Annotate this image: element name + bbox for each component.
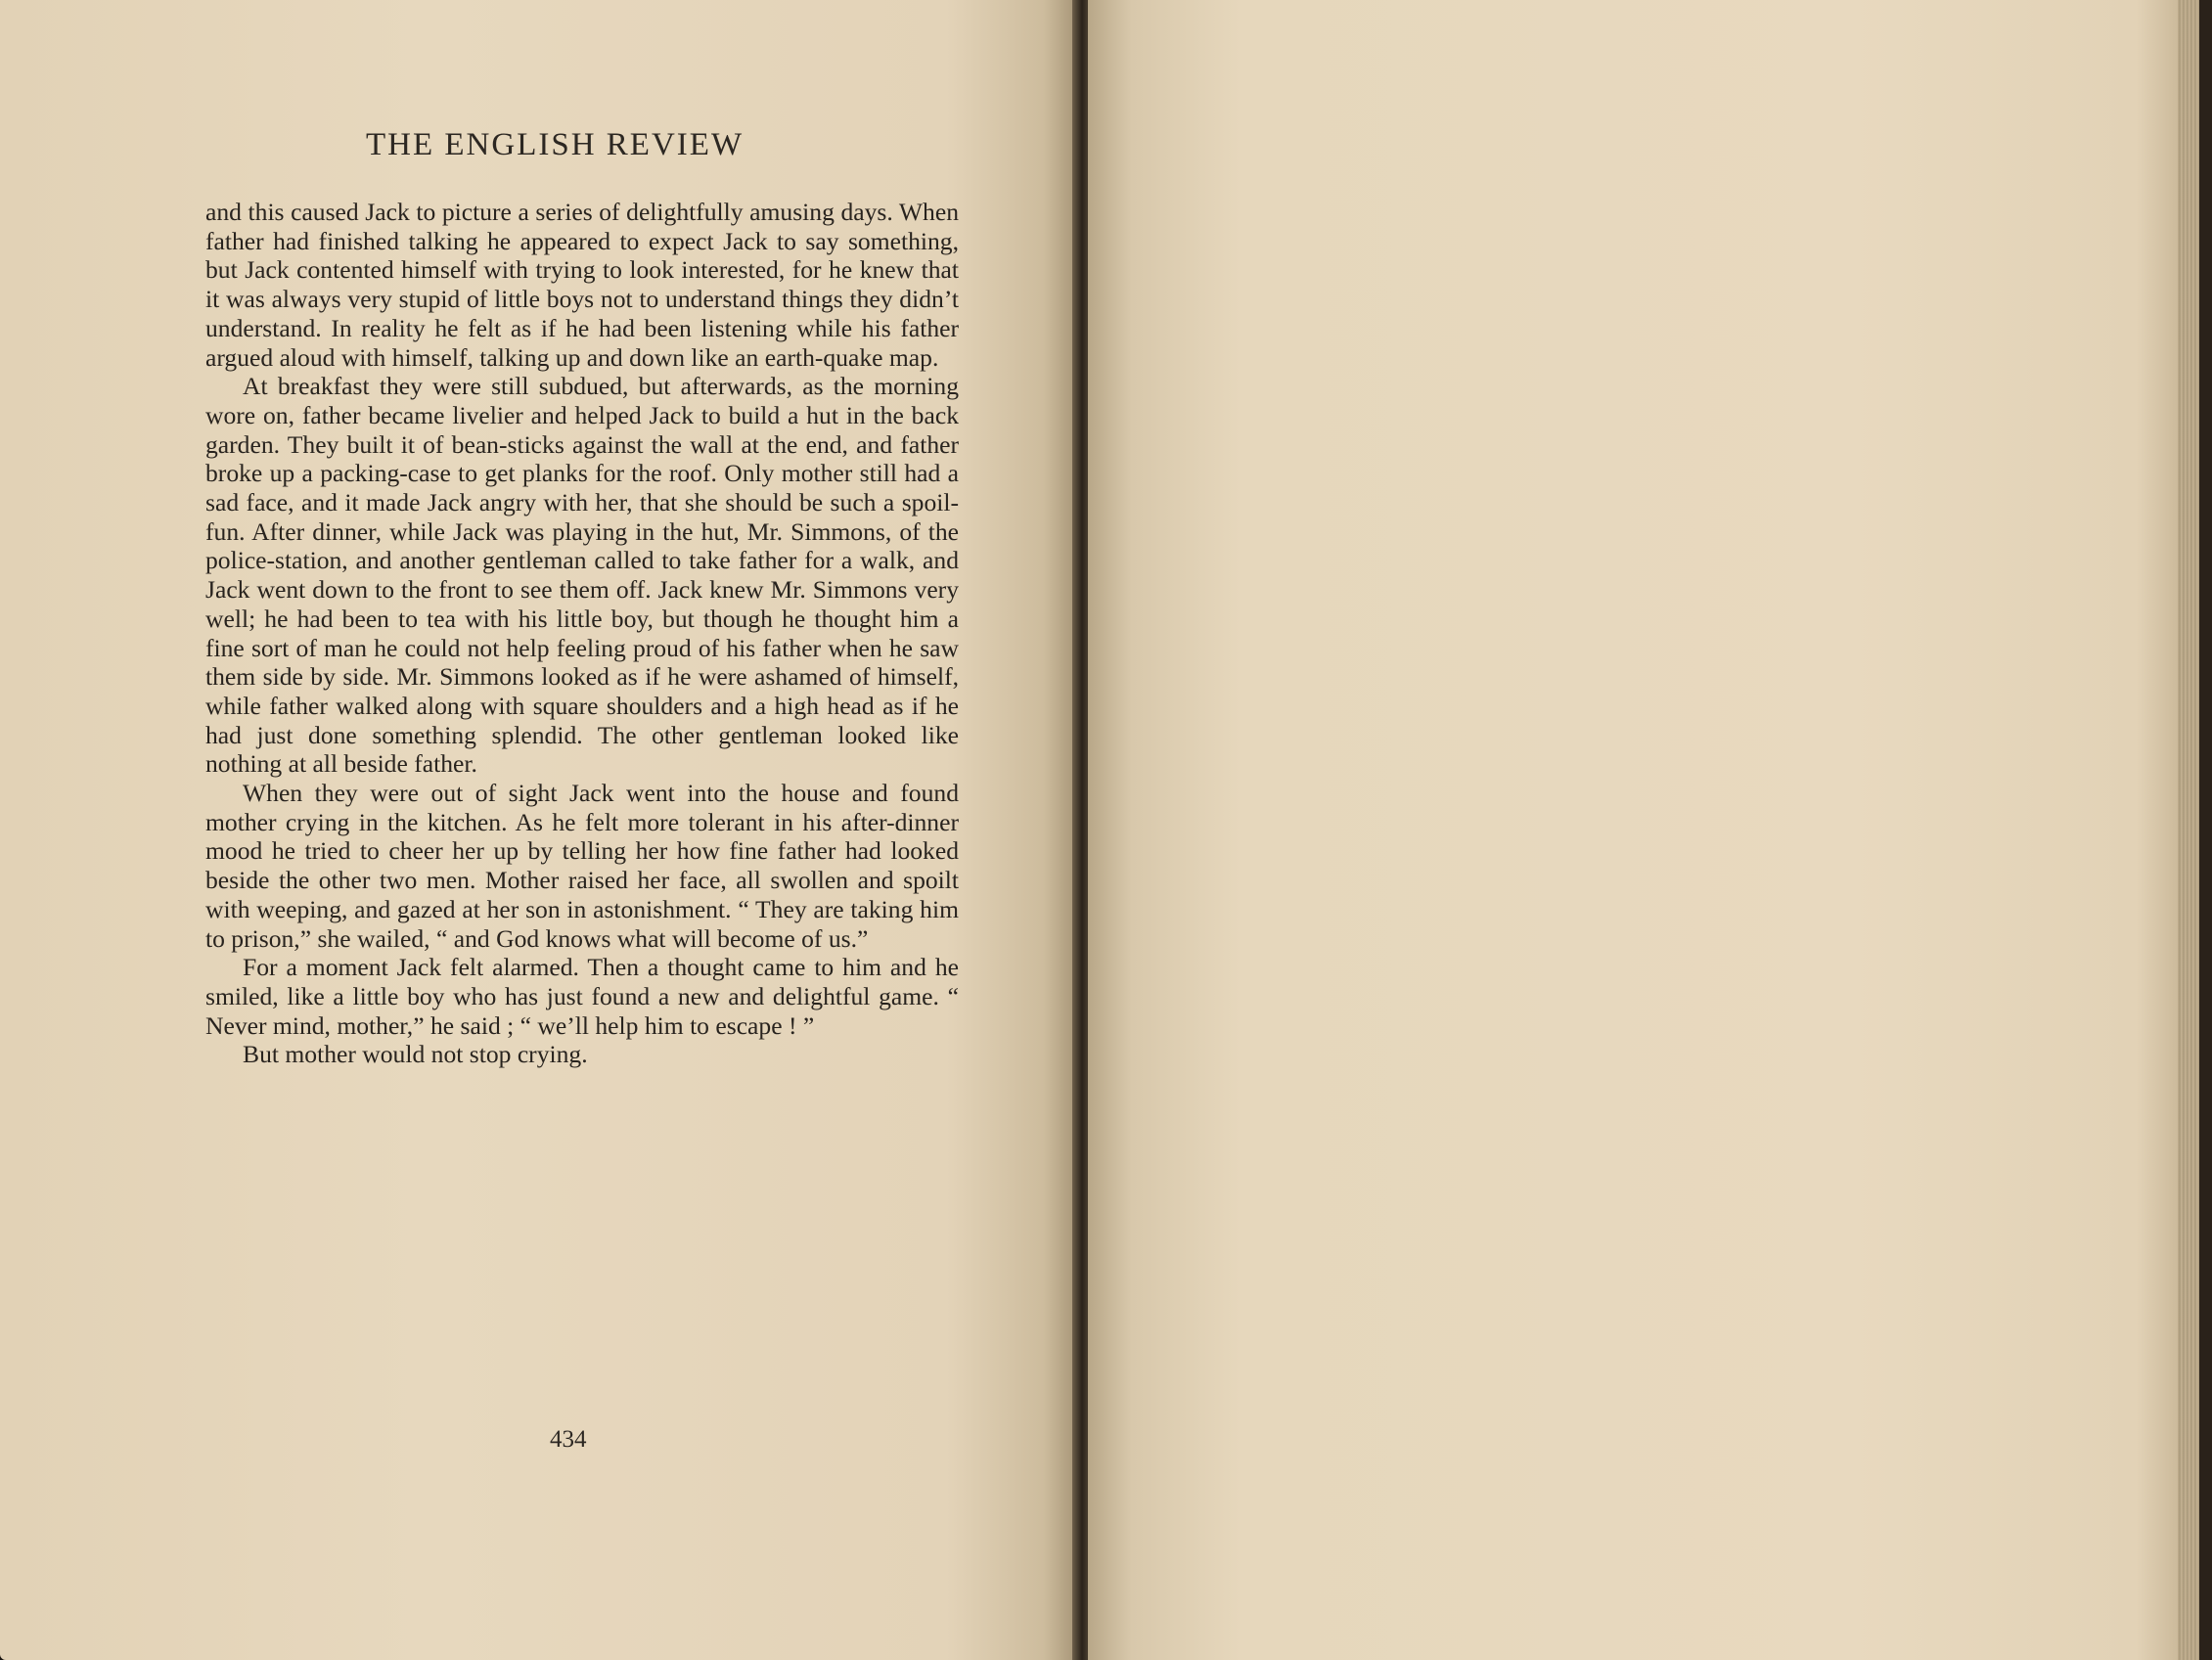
paragraph: At breakfast they were still subdued, but afterwards, as the morning wore on, father became livelier and helped Jack to build a hut in the back garden. They built it of bean-sticks against the wall at the end, and father broke up a packing-case to get planks for the roof. Only mother still had a sad face, and it made Jack angry with her, that she should be such a spoil-fun. After dinner, while Jack was playing in the hut, Mr. Simmons, of the police-station, and another gentleman called to take father for a walk, and Jack went down to the front to see them off. Jack knew Mr. Simmons very well; he had been to tea with his little boy, but though he thought him a fine sort of man he could not help feeling proud of his father when he saw them side by side. Mr. Simmons looked as if he were ashamed of himself, while father walked along with square shoulders and a high head as if he had just done something splendid. The other gentleman looked like nothing at all beside father. (205, 372, 959, 779)
paragraph: But mother would not stop crying. (243, 1040, 588, 1069)
running-head: THE ENGLISH REVIEW (366, 127, 745, 162)
book-cover-edge (2199, 0, 2212, 1660)
paragraph: When they were out of sight Jack went into the house and found mother crying in the kitchen. As he felt more tolerant in his after-dinner mood he tried to cheer her up by telling her how fine father had looked beside the other two men. Mother raised her face, all swollen and spoilt with weeping, and gazed at her son in astonishment. “ They are taking him to prison,” she wailed, “ and God knows what will become of us.” (205, 779, 959, 953)
paragraph: For a moment Jack felt alarmed. Then a thought came to him and he smiled, like a little boy who has just found a new and delightful game. “ Never mind, mother,” he said ; “ we’ll help him to escape ! ” (205, 953, 959, 1040)
left-page-body (205, 198, 959, 1069)
left-page (0, 0, 1076, 1660)
page-number: 434 (550, 1426, 587, 1453)
right-page (1088, 0, 2180, 1660)
paragraph: and this caused Jack to picture a series of delightfully amusing days. When father had finished talking he appeared to expect Jack to say something, but Jack contented himself with trying to look interested, for he knew that it was always very stupid of little boys not to understand things they didn’t understand. In reality he felt as if he had been listening while his father argued aloud with himself, talking up and down like an earth-quake map. (205, 198, 959, 372)
